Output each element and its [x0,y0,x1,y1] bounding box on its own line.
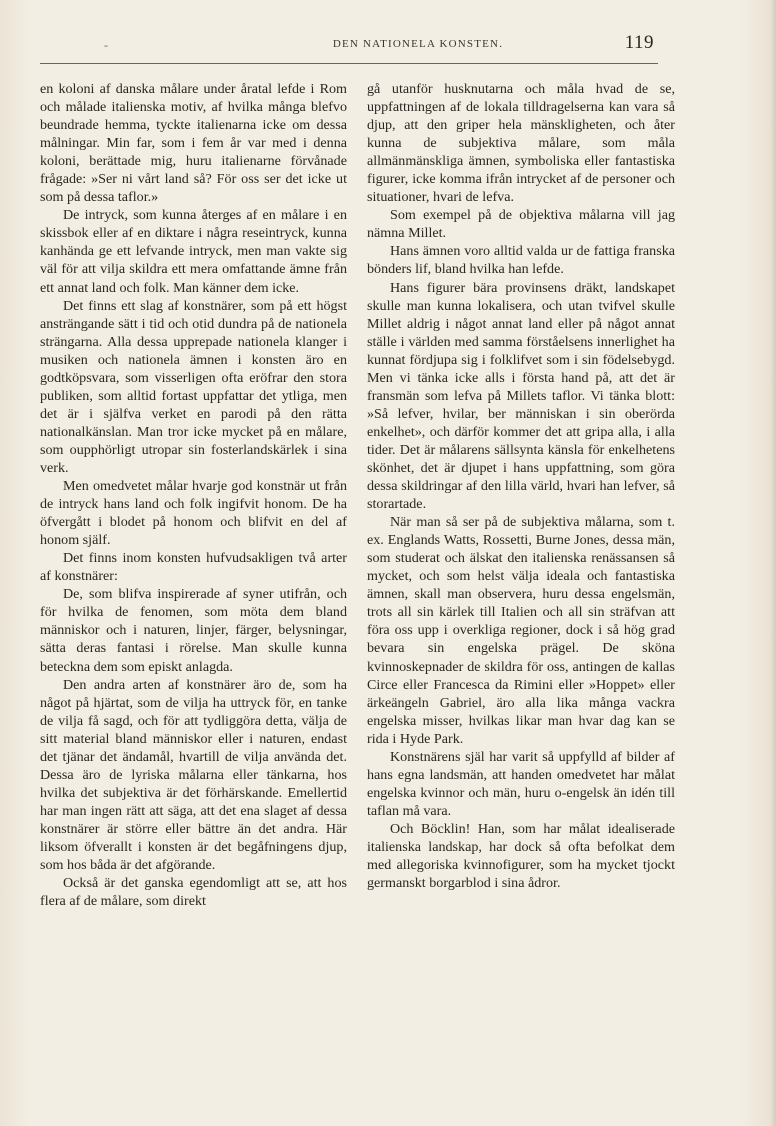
paragraph: Hans ämnen voro alltid valda ur de fattiga franska bönders lif, bland hvilka han lefde. [367,243,675,278]
paragraph: Den andra arten af konstnärer äro de, som ha något på hjärtat, som de vilja ha uttryck för, en tanke de vilja få sagd, och för att tydliggöra detta, välja de sitt material bland människor eller i naturen, endast det tjänar det ändamål, hvartill de vilja använda det. Dessa äro de lyriska målarna eller tänkarna, hos hvilka det subjektiva är det förhärskande. Emellertid har man ingen rätt att säga, att det ena slaget af dessa konstnärer är större eller bättre än det andra. Här liksom öfverallt i konsten är det begåfningens djup, som hos båda är det afgörande. [40,676,347,874]
paragraph: Också är det ganska egendomligt att se, att hos flera af de målare, som direkt [40,875,347,910]
paragraph: gå utanför husknutarna och måla hvad de se, uppfattningen af de lokala tilldragelserna kan vara så djup, att den griper hela mänskligheten, och åter kunna de subjektiva målare, som måla allmänmänskliga ämnen, symboliska eller fantastiska figurer, icke komma ifrån intrycket af de personer och situationer, hvari de lefva. [367,81,675,206]
paragraph: Men omedvetet målar hvarje god konstnär ut från de intryck hans land och folk ingifvit honom. De ha öfvergått i blodet på honom och blifvit en del af honom själf. [40,478,347,549]
paragraph: Och Böcklin! Han, som har målat idealiserade italienska landskap, har dock så ofta befolkat dem med allegoriska kvinnofigurer, som ha mycket tjockt germanskt borgarblod i sina ådror. [367,820,675,892]
page-edge-shadow [770,0,776,1126]
paragraph: en koloni af danska målare under åratal lefde i Rom och målade italienska motiv, af hvilka många blefvo beundrade hemma, tyckte italienarna icke om dessa målningar. Min far, som i fem år var med i denna koloni, berättade mig, huru italienarne förvånade frågade: »Ser ni vårt land så? För oss ser det icke ut som på dessa taflor.» [40,81,347,206]
header-rule [40,63,658,64]
header-dash: - [104,38,108,52]
paragraph: De, som blifva inspirerade af syner utifrån, och för hvilka de fenomen, som möta dem bland människor och i naturen, linjer, färger, belysningar, sätta deras fantasi i rörelse. Man skulle kunna beteckna dem som episkt anlagda. [40,586,347,675]
paragraph: De intryck, som kunna återges af en målare i en skissbok eller af en diktare i några reseintryck, kunna kanhända ge ett lefvande intryck, men man vakte sig väl för att vilja skildra ett mera omfattande ämne från ett annat land och folk. Man känner dem icke. [40,207,347,296]
running-head-title: DEN NATIONELA KONSTEN. [332,38,504,50]
paragraph: När man så ser på de subjektiva målarna, som t. ex. Englands Watts, Rossetti, Burne Jones, dessa män, som studerat och älskat den italienska renässansen så mycket, och som helst välja ideala och fantastiska ämnen, skall man observera, huru dessa engelsmän, trots all sin kärlek till Italien och all sin sträfvan att föra oss upp i overkliga regioner, dock i så hög grad bevara sin engelska prägel. De sköna kvinnoskepnader de skildra för oss, antingen de kallas Circe eller Francesca da Rimini eller »Hoppet» eller ärkeängeln Gabriel, äro alla lika många vackra engelska misser, hvilkas likar man hvar dag kan se rida i Hyde Park. [367,514,675,747]
paragraph: Hans figurer bära provinsens dräkt, landskapet skulle man kunna lokalisera, och utan tvifvel skulle Millet aldrig i något annat land eller på något annat ställe i världen med samma förståelsens innerlighet ha kunnat fördjupa sig i folklifvet som i sin födelsebygd. Men vi tänka icke alls i första hand på, att det är fransmän som lefva på Millets taflor. Vi tänka blott: »Så lefver, hvilar, ber människan i sin oberörda enkelhet», och därför kommer det att gripa alla, i alla tider. Det är målarens sällsynta känsla för enkelhetens skönhet, det är djupet i hans uppfattning, som göra dessa skildringar af den lilla värld, hvari han lefver, så storartade. [367,279,675,513]
right-column [367,80,675,892]
paragraph: Konstnärens själ har varit så uppfylld af bilder af hans egna landsmän, att handen omedvetet har målat engelska kvinnor och män, huru o-engelsk än idén till taflan må vara. [367,748,675,819]
paragraph: Det finns ett slag af konstnärer, som på ett högst ansträngande sätt i tid och otid dundra på de nationela strängarna. Alla dessa upprepade nationela klanger i musiken och nationela ämnen i konsten äro en godtköpsvara, som visserligen ofta eröfrar den stora publiken, som alltid fortast uppfattar det ytliga, men det är i själfva verket en parodi på den rätta nationalkänslan. Man tror icke mycket på en målare, som oupphörligt utropar sin fosterlandskärlek i sina verk. [40,297,347,476]
left-column [40,80,347,910]
running-head [0,38,776,50]
paragraph: Som exempel på de objektiva målarna vill jag nämna Millet. [367,207,675,242]
page-number: 119 [624,32,654,53]
paragraph: Det finns inom konsten hufvudsakligen två arter af konstnärer: [40,550,347,585]
